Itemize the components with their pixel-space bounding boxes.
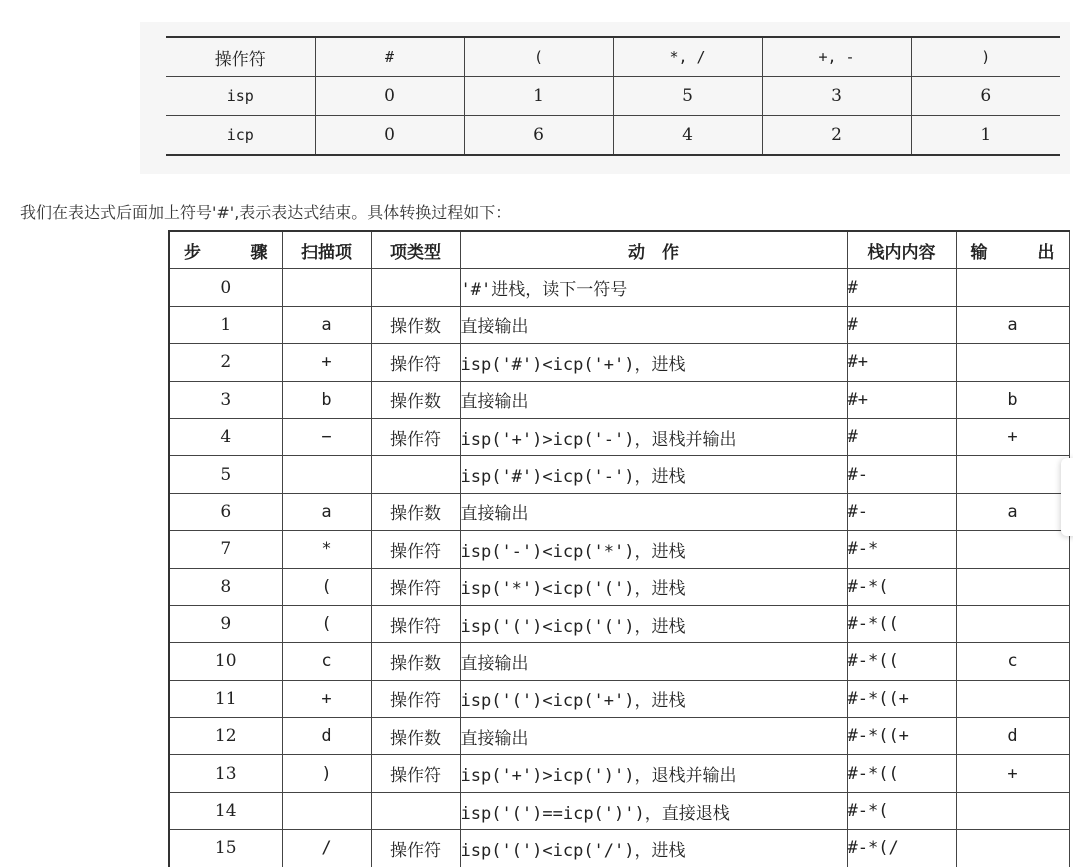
- cell-type: [371, 456, 460, 493]
- priority-cell: 2: [762, 116, 911, 156]
- cell-type: 操作数: [371, 493, 460, 530]
- cell-stack: #-: [847, 493, 956, 530]
- cell-step: 4: [169, 418, 282, 455]
- cell-stack: #-*(: [847, 792, 956, 829]
- cell-stack: #-*((+: [847, 718, 956, 755]
- cell-action: 直接输出: [460, 381, 847, 418]
- priority-cell: ): [911, 37, 1060, 77]
- priority-cell: *, /: [613, 37, 762, 77]
- priority-cell: #: [315, 37, 464, 77]
- cell-scan: [282, 456, 371, 493]
- steps-header-row: [169, 231, 1069, 269]
- cell-action: '#'进栈，读下一符号: [460, 269, 847, 306]
- priority-cell: icp: [226, 126, 254, 144]
- cell-step: 10: [169, 643, 282, 680]
- cell-action: 直接输出: [460, 643, 847, 680]
- cell-action: isp('(')<icp('/')，进栈: [460, 830, 847, 867]
- cell-action: 直接输出: [460, 718, 847, 755]
- cell-scan: +: [282, 344, 371, 381]
- cell-scan: c: [282, 643, 371, 680]
- cell-scan: a: [282, 493, 371, 530]
- cell-scan: *: [282, 531, 371, 568]
- cell-action: isp('#')<icp('+')，进栈: [460, 344, 847, 381]
- cell-type: 操作符: [371, 418, 460, 455]
- cell-scan: +: [282, 680, 371, 717]
- cell-output: [956, 531, 1069, 568]
- cell-type: 操作数: [371, 381, 460, 418]
- cell-stack: #+: [847, 381, 956, 418]
- header-action: 动 作: [460, 231, 847, 269]
- cell-output: d: [956, 718, 1069, 755]
- floating-side-widget[interactable]: [1061, 458, 1073, 536]
- cell-scan: d: [282, 718, 371, 755]
- cell-action: isp('(')<icp('(')，进栈: [460, 605, 847, 642]
- cell-action: isp('(')<icp('+')，进栈: [460, 680, 847, 717]
- cell-stack: #: [847, 306, 956, 343]
- cell-stack: #-*((: [847, 643, 956, 680]
- cell-type: 操作符: [371, 680, 460, 717]
- table-row: [169, 568, 1069, 605]
- cell-output: [956, 830, 1069, 867]
- table-row: [169, 680, 1069, 717]
- priority-header-row: [166, 37, 1060, 77]
- cell-stack: #-*(/: [847, 830, 956, 867]
- priority-cell: +, -: [762, 37, 911, 77]
- header-output: 输 出: [956, 231, 1069, 269]
- cell-output: [956, 269, 1069, 306]
- cell-step: 7: [169, 531, 282, 568]
- cell-scan: (: [282, 568, 371, 605]
- cell-type: [371, 269, 460, 306]
- table-row: [169, 830, 1069, 867]
- cell-type: 操作符: [371, 531, 460, 568]
- cell-scan: (: [282, 605, 371, 642]
- cell-output: a: [956, 306, 1069, 343]
- priority-table-figure: [140, 22, 1070, 174]
- cell-type: 操作符: [371, 344, 460, 381]
- table-row: [169, 456, 1069, 493]
- priority-row-isp: [166, 77, 1060, 116]
- table-row: [169, 381, 1069, 418]
- cell-action: 直接输出: [460, 493, 847, 530]
- cell-output: +: [956, 755, 1069, 792]
- cell-type: 操作数: [371, 718, 460, 755]
- cell-step: 5: [169, 456, 282, 493]
- priority-cell: 6: [911, 77, 1060, 116]
- table-row: [169, 605, 1069, 642]
- priority-cell: (: [464, 37, 613, 77]
- header-type: 项类型: [371, 231, 460, 269]
- cell-step: 12: [169, 718, 282, 755]
- cell-scan: /: [282, 830, 371, 867]
- cell-scan: a: [282, 306, 371, 343]
- cell-step: 2: [169, 344, 282, 381]
- cell-action: 直接输出: [460, 306, 847, 343]
- priority-cell: 5: [613, 77, 762, 116]
- cell-output: b: [956, 381, 1069, 418]
- cell-scan: [282, 269, 371, 306]
- cell-step: 14: [169, 792, 282, 829]
- cell-stack: #+: [847, 344, 956, 381]
- table-row: [169, 269, 1069, 306]
- cell-output: [956, 568, 1069, 605]
- cell-step: 9: [169, 605, 282, 642]
- cell-action: isp('#')<icp('-')，进栈: [460, 456, 847, 493]
- table-row: [169, 792, 1069, 829]
- cell-scan: b: [282, 381, 371, 418]
- cell-step: 3: [169, 381, 282, 418]
- cell-output: a: [956, 493, 1069, 530]
- table-row: [169, 643, 1069, 680]
- priority-table: [166, 36, 1060, 156]
- cell-type: 操作符: [371, 605, 460, 642]
- cell-output: [956, 605, 1069, 642]
- cell-output: [956, 456, 1069, 493]
- cell-step: 6: [169, 493, 282, 530]
- cell-action: isp('+')>icp('-')，退栈并输出: [460, 418, 847, 455]
- cell-action: isp('(')==icp(')')，直接退栈: [460, 792, 847, 829]
- priority-cell: isp: [166, 77, 315, 116]
- cell-stack: #: [847, 269, 956, 306]
- cell-scan: ): [282, 755, 371, 792]
- cell-step: 11: [169, 680, 282, 717]
- cell-stack: #-*((: [847, 605, 956, 642]
- table-row: [169, 531, 1069, 568]
- cell-stack: #-*: [847, 531, 956, 568]
- cell-output: [956, 680, 1069, 717]
- priority-cell: 0: [315, 116, 464, 156]
- header-step: 步 骤: [169, 231, 282, 269]
- conversion-steps-figure: [168, 230, 1073, 867]
- cell-type: 操作符: [371, 830, 460, 867]
- priority-cell: 操作符: [166, 37, 315, 77]
- cell-type: [371, 792, 460, 829]
- cell-output: [956, 344, 1069, 381]
- cell-scan: [282, 792, 371, 829]
- intro-text: 我们在表达式后面加上符号'#',表示表达式结束。具体转换过程如下：: [20, 203, 512, 222]
- table-row: [169, 306, 1069, 343]
- cell-type: 操作数: [371, 643, 460, 680]
- cell-step: 13: [169, 755, 282, 792]
- header-stack: 栈内内容: [847, 231, 956, 269]
- cell-stack: #-*((: [847, 755, 956, 792]
- cell-stack: #: [847, 418, 956, 455]
- cell-action: isp('*')<icp('(')，进栈: [460, 568, 847, 605]
- header-scan: 扫描项: [282, 231, 371, 269]
- priority-cell: 4: [613, 116, 762, 156]
- cell-type: 操作符: [371, 755, 460, 792]
- cell-step: 8: [169, 568, 282, 605]
- table-row: [169, 755, 1069, 792]
- cell-step: 0: [169, 269, 282, 306]
- cell-output: c: [956, 643, 1069, 680]
- table-row: [169, 718, 1069, 755]
- table-row: [169, 344, 1069, 381]
- priority-cell: 1: [911, 116, 1060, 156]
- cell-type: 操作数: [371, 306, 460, 343]
- cell-step: 15: [169, 830, 282, 867]
- priority-row-icp: [166, 116, 1060, 156]
- table-row: [169, 418, 1069, 455]
- priority-cell: 1: [464, 77, 613, 116]
- cell-step: 1: [169, 306, 282, 343]
- cell-output: [956, 792, 1069, 829]
- cell-type: 操作符: [371, 568, 460, 605]
- cell-stack: #-*((+: [847, 680, 956, 717]
- priority-cell: 3: [762, 77, 911, 116]
- table-row: [169, 493, 1069, 530]
- cell-scan: −: [282, 418, 371, 455]
- cell-action: isp('+')>icp(')')，退栈并输出: [460, 755, 847, 792]
- priority-cell: 0: [315, 77, 464, 116]
- cell-action: isp('-')<icp('*')，进栈: [460, 531, 847, 568]
- conversion-steps-table: [168, 230, 1070, 867]
- cell-stack: #-: [847, 456, 956, 493]
- priority-cell: 6: [464, 116, 613, 156]
- cell-stack: #-*(: [847, 568, 956, 605]
- cell-output: +: [956, 418, 1069, 455]
